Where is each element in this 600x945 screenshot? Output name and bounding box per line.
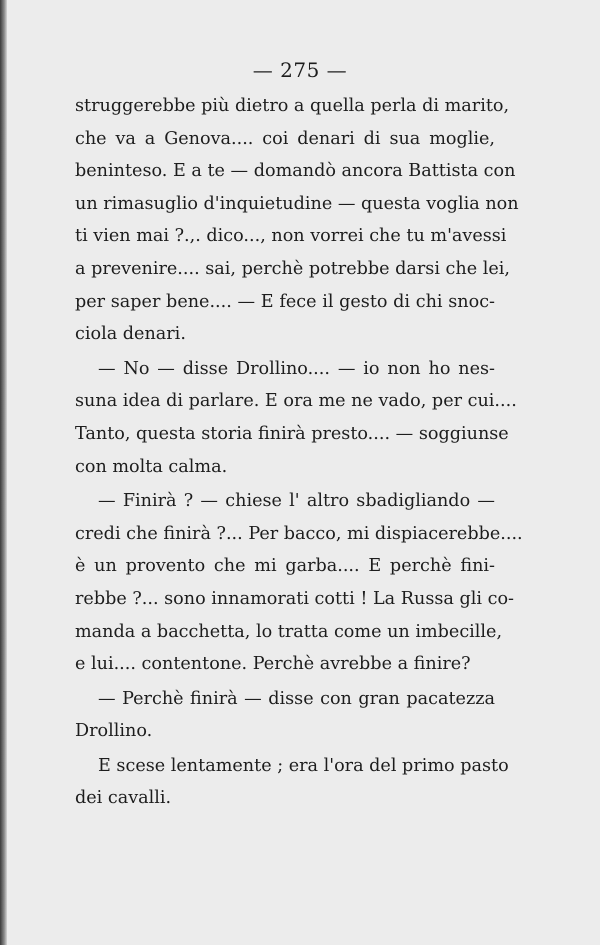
text-line: è un provento che mi garba.... E perchè fini- bbox=[75, 556, 495, 577]
text-line: — No — disse Drollino.... — io non ho nes- bbox=[98, 358, 495, 379]
text-line: con molta calma. bbox=[75, 456, 228, 477]
body-text bbox=[75, 90, 523, 815]
text-line: Tanto, questa storia finirà presto.... — soggiunse bbox=[75, 423, 509, 444]
text-line: beninteso. E a te — domandò ancora Battista con bbox=[75, 161, 516, 182]
page-number: — 275 — bbox=[252, 58, 348, 82]
text-line: suna idea di parlare. E ora me ne vado, per cui.... bbox=[75, 391, 517, 412]
text-line: — Finirà ? — chiese l' altro sbadigliando — bbox=[98, 491, 495, 512]
text-line: e lui.... contentone. Perchè avrebbe a finire? bbox=[75, 654, 471, 675]
text-line: per saper bene.... — E fece il gesto di chi snoc- bbox=[75, 291, 495, 312]
page-spine-shadow bbox=[0, 0, 7, 945]
text-line: E scese lentamente ; era l'ora del primo pasto bbox=[98, 755, 509, 776]
text-line: — Perchè finirà — disse con gran pacatezza bbox=[98, 688, 495, 709]
text-line: ti vien mai ?.,. dico..., non vorrei che tu m'avessi bbox=[75, 226, 507, 247]
text-line: a prevenire.... sai, perchè potrebbe darsi che lei, bbox=[75, 258, 510, 279]
text-line: un rimasuglio d'inquietudine — questa voglia non bbox=[75, 193, 519, 214]
text-line: dei cavalli. bbox=[75, 788, 172, 809]
text-line: credi che finirà ?... Per bacco, mi dispiacerebbe.... bbox=[75, 523, 523, 544]
text-line: che va a Genova.... coi denari di sua moglie, bbox=[75, 128, 495, 149]
text-line: rebbe ?... sono innamorati cotti ! La Russa gli co- bbox=[75, 588, 514, 609]
text-line: ciola denari. bbox=[75, 324, 186, 345]
text-line: manda a bacchetta, lo tratta come un imbecille, bbox=[75, 621, 503, 642]
text-line: struggerebbe più dietro a quella perla di marito, bbox=[75, 96, 510, 116]
text-line: Drollino. bbox=[75, 721, 153, 742]
